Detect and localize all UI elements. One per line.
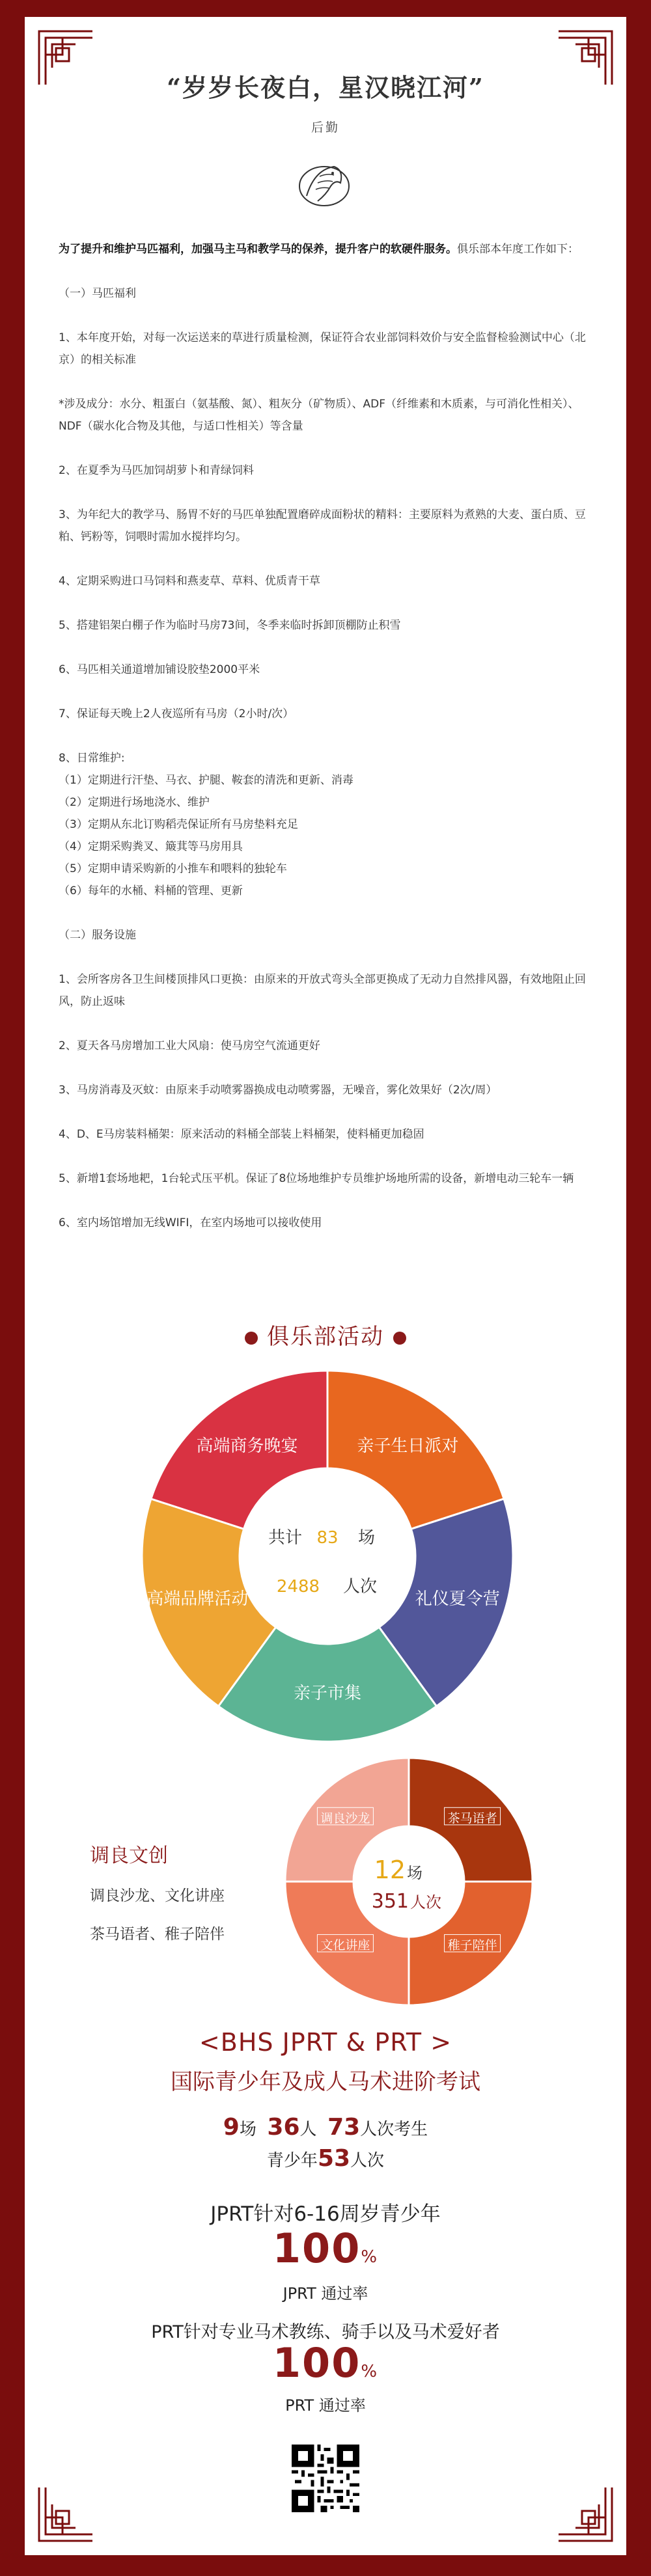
culture-line-1: 调良沙龙、文化讲座 — [90, 1887, 225, 1904]
activities-total-events: 83 — [316, 1528, 339, 1548]
maintenance-item: （1）定期进行汗垫、马衣、护腿、鞍套的清洗和更新、消毒 — [59, 774, 353, 787]
activities-total-prefix: 共计 — [268, 1528, 303, 1548]
intro-paragraph — [59, 238, 592, 260]
jprt-pass-label: JPRT 通过率 — [283, 2284, 368, 2303]
jprt-rate-sign: % — [361, 2247, 379, 2267]
facilities-heading: （二）服务设施 — [59, 929, 136, 942]
corner-ornament-bottom-left — [36, 2485, 95, 2543]
maintenance-item: （5）定期申请采购新的小推车和喂料的独轮车 — [59, 862, 287, 875]
prt-pass-label: PRT 通过率 — [285, 2396, 366, 2415]
exam-sessions-unit: 场 — [239, 2120, 256, 2139]
qr-code-icon — [292, 2445, 359, 2512]
exam-title-en: <BHS JPRT & PRT > — [199, 2028, 452, 2057]
welfare-heading: （一）马匹福利 — [59, 287, 136, 300]
slice-label: 调良沙龙 — [320, 1811, 370, 1826]
page-card — [25, 17, 626, 2555]
intro-lead: 为了提升和维护马匹福利，加强马主马和教学马的保养，提升客户的软硬件服务。 — [59, 243, 457, 256]
jprt-pass-rate — [25, 2225, 626, 2272]
exam-title-cn: 国际青少年及成人马术进阶考试 — [171, 2069, 480, 2095]
facilities-item: 5、新增1套场地耙，1台轮式压平机。保证了8位场地维护专员维护场地所需的设备，新增电动三轮车一辆 — [59, 1172, 574, 1185]
slice-label: 稚子陪伴 — [447, 1938, 497, 1953]
corner-ornament-bottom-right — [556, 2485, 615, 2543]
maintenance-item: （3）定期从东北订购稻壳保证所有马房垫料充足 — [59, 818, 298, 831]
culture-donut-chart — [282, 1755, 536, 2008]
activities-total-events-unit: 场 — [357, 1528, 376, 1548]
bullet-dot-icon — [393, 1332, 406, 1345]
welfare-item-2: 2、在夏季为马匹加饲胡萝卜和青绿饲料 — [59, 464, 254, 477]
culture-heading: 调良文创 — [90, 1844, 168, 1867]
maintenance-item: （4）定期采购粪叉、簸萁等马房用具 — [59, 840, 243, 853]
exam-stats-line-2 — [25, 2145, 626, 2172]
prt-rate-sign: % — [361, 2362, 379, 2381]
prt-description: PRT针对专业马术教练、骑手以及马术爱好者 — [151, 2322, 500, 2342]
facilities-item: 2、夏天各马房增加工业大风扇：使马房空气流通更好 — [59, 1039, 320, 1052]
culture-line-2: 茶马语者、稚子陪伴 — [90, 1926, 225, 1943]
culture-center-events: 12 — [374, 1856, 406, 1884]
culture-center-people: 351 — [371, 1890, 409, 1913]
prt-rate-value: 100 — [272, 2339, 361, 2387]
donut-center — [240, 1468, 415, 1644]
activities-title-text: 俱乐部活动 — [267, 1324, 384, 1350]
bullet-dot-icon — [245, 1332, 258, 1345]
slice-label: 文化讲座 — [320, 1938, 370, 1953]
activities-donut-chart — [139, 1367, 516, 1745]
prt-pass-rate — [25, 2339, 626, 2387]
jprt-description: JPRT针对6-16周岁青少年 — [210, 2202, 441, 2226]
welfare-item-3: 3、为年纪大的教学马、肠胃不好的马匹单独配置磨碎成面粉状的精料：主要原料为煮熟的大麦、蛋白质、豆粕、钙粉等，饲喂时需加水搅拌均匀。 — [59, 508, 586, 543]
exam-youth-count: 53 — [317, 2145, 351, 2172]
slice-label: 亲子市集 — [293, 1684, 362, 1704]
exam-people: 36 — [267, 2114, 300, 2141]
culture-center-people-unit: 人次 — [410, 1893, 441, 1911]
welfare-item-1: 1、本年度开始，对每一次运送来的草进行质量检测，保证符合农业部饲料效价与安全监督检验测试中心（北京）的相关标准 — [59, 331, 586, 366]
slice-label: 礼仪夏令营 — [415, 1589, 500, 1609]
maintenance-item: （2）定期进行场地浇水、维护 — [59, 796, 210, 809]
exam-people-unit: 人 — [299, 2120, 317, 2139]
slice-label: 高端品牌活动 — [146, 1589, 249, 1609]
page-title: “岁岁长夜白，星汉晓江河” — [167, 73, 484, 102]
culture-center-events-unit: 场 — [407, 1864, 422, 1882]
slice-label: 茶马语者 — [447, 1811, 497, 1826]
facilities-item: 6、室内场馆增加无线WIFI，在室内场地可以接收使用 — [59, 1216, 322, 1229]
exam-sessions: 9 — [223, 2114, 240, 2141]
exam-youth-unit: 人次 — [350, 2151, 385, 2171]
activities-total-people-unit: 人次 — [342, 1577, 378, 1596]
horse-head-logo-icon — [288, 150, 360, 215]
welfare-item-4: 4、定期采购进口马饲料和燕麦草、草料、优质青干草 — [59, 575, 320, 588]
culture-legend — [90, 1839, 285, 1960]
welfare-item-7: 7、保证每天晚上2人夜巡所有马房（2小时/次） — [59, 707, 294, 720]
report-body — [59, 238, 592, 1256]
intro-rest: 俱乐部本年度工作如下： — [457, 243, 579, 256]
welfare-item-5: 5、搭建铝架白棚子作为临时马房73间，冬季来临时拆卸顶棚防止积雪 — [59, 619, 401, 632]
exam-stats-line-1 — [25, 2114, 626, 2141]
exam-youth-label: 青少年 — [266, 2151, 318, 2171]
welfare-item-1-note: *涉及成分：水分、粗蛋白（氨基酸、氮）、粗灰分（矿物质）、ADF（纤维素和木质素，与可消化性相关）、NDF（碳水化合物及其他，与适口性相关）等含量 — [59, 398, 579, 433]
exam-candidates: 73 — [327, 2114, 361, 2141]
slice-label: 亲子生日派对 — [357, 1436, 459, 1457]
welfare-item-6: 6、马匹相关通道增加铺设胶垫2000平米 — [59, 663, 260, 676]
exam-candidates-unit: 人次考生 — [360, 2120, 428, 2139]
facilities-item: 1、会所客房各卫生间楼顶排风口更换：由原来的开放式弯头全部更换成了无动力自然排风器，有效地阻止回风，防止返味 — [59, 973, 586, 1008]
welfare-item-8: 8、日常维护: — [59, 752, 125, 765]
jprt-rate-value: 100 — [272, 2225, 361, 2272]
page-subtitle: 后勤 — [311, 120, 340, 135]
slice-label: 高端商务晚宴 — [196, 1436, 298, 1457]
maintenance-item: （6）每年的水桶、料桶的管理、更新 — [59, 884, 243, 897]
facilities-item: 4、D、E马房装料桶架：原来活动的料桶全部装上料桶架，使料桶更加稳固 — [59, 1128, 424, 1141]
activities-total-people: 2488 — [276, 1577, 320, 1596]
activities-section-title — [25, 1319, 626, 1350]
facilities-item: 3、马房消毒及灭蚊：由原来手动喷雾器换成电动喷雾器，无噪音，雾化效果好（2次/周） — [59, 1084, 497, 1097]
